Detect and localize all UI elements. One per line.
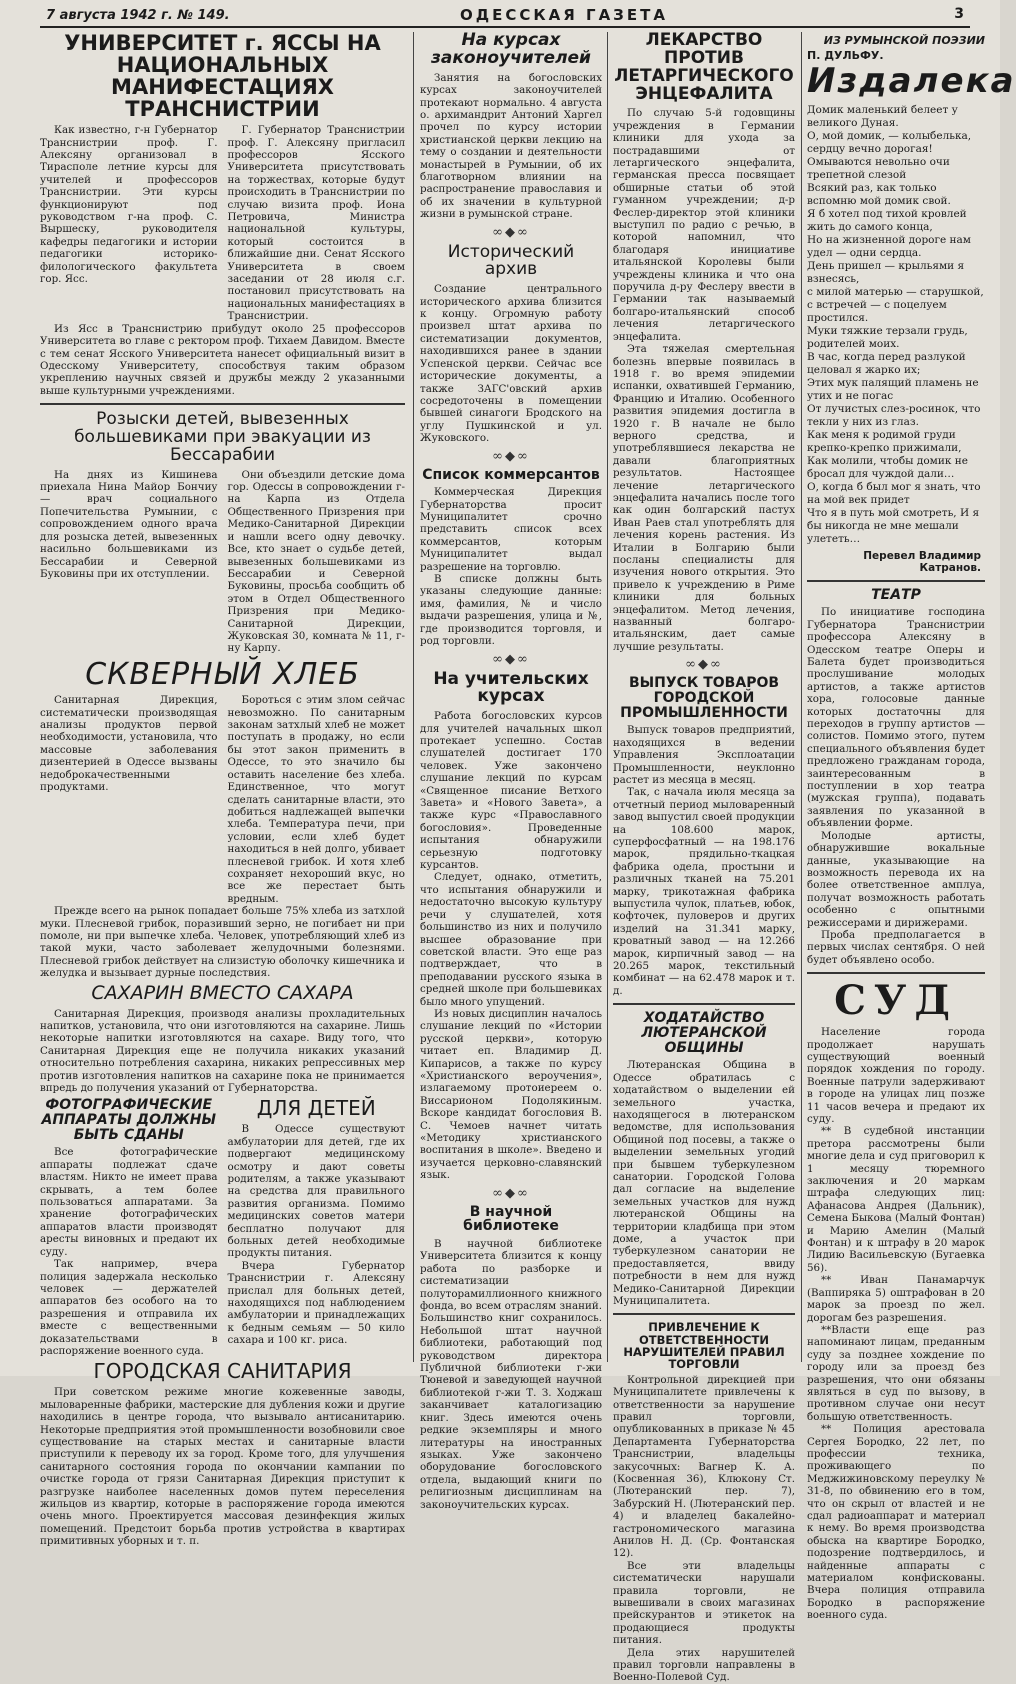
- article-text: Так например, вчера полиция задержала несколько человек — держателей аппаратов без особого на то разрешения и отправила их вместе с вещественными доказательствами в распоряжение военного суда.: [40, 1258, 218, 1357]
- poem-author: П. ДУЛЬФУ.: [807, 49, 884, 62]
- article-title: На учительских курсах: [433, 668, 589, 707]
- article-industry: [613, 676, 795, 997]
- article-text: Санитарная Дирекция, систематически производящая анализы продуктов первой необходимости, установила, что массовые заболевания дизентерией в Одессе вызваны недоброкачественными продуктами.: [40, 694, 218, 794]
- photo-children-row: [40, 1098, 405, 1361]
- article-title: ГОРОДСКАЯ САНИТАРИЯ: [93, 1359, 352, 1384]
- article-title: На курсах законоучителей: [431, 30, 591, 68]
- right-column: [807, 32, 1016, 1622]
- article-text: На днях из Кишинева приехала Нина Майор Бончиу — врач социального Попечительства Румынии, с сопровождением одного врача для розыска детей, вывезенных насильно большевиками из Бессарабии и Северной Буковины при их отступлении.: [40, 468, 218, 580]
- article-text: Контрольной дирекцией при Муниципалитете привлечены к ответственности за нарушение правил торговли, опубликованных в приказе № 45 Департамента Губернаторства Транснистрии, владельцы закусочных: Вагнер К. А. (Косвенная 36), Клюкону Ст. (Лютеранский пер. 7), Забурский Н. (Лютеранский пер. 4) и владелец бакалейно-гастрономического магазина Анилов Н. Д. (Ср. Фонтанская 12).: [613, 1373, 795, 1560]
- divider: [807, 580, 985, 582]
- issue-date: 7 августа 1942 г. № 149.: [46, 8, 230, 23]
- masthead: [40, 4, 970, 28]
- article-title: В научной библиотеке: [463, 1203, 559, 1235]
- article-text: Из новых дисциплин началось слушание лекций по «Истории русской церкви», которую читает еп. Владимир Д. Кипарисов, а также по курсу «Христианского вероучения», излагаемому протоиереем о. Виссарионом Подолякиным. Вскоре кандидат богословия В. С. Чемоев начнет читать «Методику христианского воспитания в школе». Введено и изучается церковно-славянский язык.: [420, 1007, 602, 1182]
- column-rule: [413, 32, 414, 1362]
- ornament-divider: ∞◆∞: [492, 651, 530, 667]
- article-text: Так, с начала июля месяца за отчетный период мыловаренный завод выпустил своей продукции на 108.600 марок, суперфосфатный — на 198.176 марок, прядильно-ткацкая фабрика одела, простыни и различных тканей на 75.201 марку, трикотажная фабрика выпустила чулок, платьев, юбок, кофточек, пуловеров и других изделий на 31.341 марку, кроватный завод — на 12.266 марок, кирпичный завод — на 20.265 марок, текстильный комбинат — на 62.478 марок и т. д.: [613, 786, 795, 997]
- article-text: По случаю 5-й годовщины учреждения в Германии клиники для ухода за пострадавшими от летаргического энцефалита, германская пресса посвящает обширные статьи об этой гуманном учреждении; д-р Феслер-директор этой клиники выступил по радио с речью, в которой напомнил, что благодаря инициативе итальянской Королевы были учреждены клиника и что она поручила д-ру Феслеру ввести в Германии так называемый болгаро-итальянский способ лечения летаргического энцефалита.: [613, 107, 795, 343]
- article-archive: [420, 241, 602, 445]
- article-theatre: [807, 588, 985, 966]
- newspaper-title: ОДЕССКАЯ ГАЗЕТА: [460, 6, 668, 24]
- article-title: УНИВЕРСИТЕТ г. ЯССЫ НА НАЦИОНАЛЬНЫХ МАНИФЕСТАЦИЯХ ТРАНСНИСТРИИ: [64, 31, 381, 122]
- article-violators: [613, 1321, 795, 1683]
- article-bread: [40, 656, 405, 980]
- article-text: Эта тяжелая смертельная болезнь впервые появилась в 1918 г. во время эпидемии испанки, охватившей Германию, Францию и Италию. Особенного развития эпидемия достигла в 1920 г. В начале не было верного средства, и употреблявшиеся лекарства не давали благоприятных результатов. Настоящее лечение летаргического энцефалита начались после того как один болгарский пастух Иван Раев стал употреблять для лечения корень растения. Из Италии в Болгарию были посланы специалисты для изучения нового открытия. Это привело к учреждению в Риме клиники для больных энцефалитом. Метод лечения, названный болгаро-итальянским, дает самые лучшие результаты.: [613, 343, 795, 653]
- article-text: Создание центрального исторического архива близится к концу. Огромную работу произвел штат архива по систематизации документов, находившихся ранее в здании Успенской церкви. Сейчас все исторические документы, а также ЗАГС'овский архив сосредоточены в помещении бывшей синагоги Бродского на углу Пушкинской и ул. Жуковского.: [420, 283, 602, 445]
- article-text: Выпуск товаров предприятий, находящихся в ведении Управления Эксплоатации Промышленности, неуклонно растет из месяца в месяц.: [613, 724, 795, 786]
- middle-column: [420, 30, 602, 1511]
- article-title: СКВЕРНЫЙ ХЛЕБ: [85, 656, 360, 692]
- article-merchants: [420, 468, 602, 648]
- article-title: ДЛЯ ДЕТЕЙ: [256, 1096, 376, 1121]
- divider: [807, 972, 985, 974]
- ornament-divider: ∞◆∞: [492, 1185, 530, 1201]
- article-text: Лютеранская Община в Одессе обратилась с ходатайством о выделении ей земельного участка, находящегося в лютеранском ведомстве, для использования Общиной под посевы, а также о выделении земельных угодий при бывшем туберкулезном санатории. Городской Голова дал согласие на выделение земельных участков для нужд лютеранской Общины на территории кладбища при этом доме, а участок при туберкулезном санатории не предоставляется, ввиду потребности в нем для нужд Медико-Санитарной Дирекции Муниципалитета.: [613, 1059, 795, 1308]
- article-title: ТЕАТР: [871, 586, 921, 603]
- article-text: ** Полиция арестовала Сергея Бородко, 22 лет, по профессии техника, проживающего по Меджижиновскому переулку № 31-8, по обвинению его в том, что он скрыл от властей и не сдал радиоаппарат и материал к нему. Во время производства обыска на квартире Бородко, подозрение подтвердилось, и найденные аппараты с материалом конфискованы. Вчера полиция отправила Бородко в распоряжение военного суда.: [807, 1423, 985, 1622]
- article-library: [420, 1205, 602, 1511]
- article-lethargy: [613, 32, 795, 653]
- page-number: 3: [954, 6, 964, 22]
- poem-kicker: ИЗ РУМЫНСКОЙ ПОЭЗИИ: [823, 34, 985, 47]
- article-poem: [807, 34, 1016, 574]
- article-text: Проба предполагается в первых числах сентября. О ней будет объявлено особо.: [807, 928, 985, 966]
- right-middle-column: [613, 30, 795, 1684]
- article-lutheran: [613, 1011, 795, 1307]
- article-text: В Одессе существуют амбулатории для детей, где их подвергают медицинскому осмотру и дают советы родителям, а также указывают на средства для правильного развития организма. Помимо медицинских советов матери бесплатно получают для больных детей необходимые продукты питания.: [227, 1123, 405, 1260]
- article-text: Все эти владельцы систематически нарушали правила торговли, не вывешивали в своих магазинах прейскурантов и этикеток на продающиеся продукты питания.: [613, 1559, 795, 1647]
- article-text: Вчера Губернатор Транснистрии г. Алексяну прислал для больных детей, находящихся под наблюдением амбулатории и принадлежащих к бедным семьям — 50 кило сахара и 100 кг. риса.: [227, 1259, 405, 1347]
- article-text: Следует, однако, отметить, что испытания обнаружили и недостаточно высокую культуру речи у слушателей, хотя большинство из них и получило высшее образование при советской власти. Это еще раз подтверждает, что в преподавании русского языка в средней школе при большевиках было много упущений.: [420, 871, 602, 1008]
- article-text: Работа богословских курсов для учителей начальных школ протекает успешно. Состав слушателей достигает 170 человек. Уже закончено слушание лекций по курсам «Священное писание Ветхого Завета» и «Нового Завета», а также курс «Православного богословия». Проведенные испытания обнаружили серьезную подготовку курсантов.: [420, 710, 602, 872]
- article-university: [40, 32, 405, 397]
- article-children: [228, 1098, 406, 1357]
- article-text: Санитарная Дирекция, производя анализы прохладительных напитков, установила, что они изготовляются на сахарине. Лишь некоторые напитки изготовляются на сахаре. Виду того, что Санитарная Дирекция еще не получила никаких указаний относительно потребления сахарина, никаких репрессивных мер против изготовления напитков на сахарине пока не принимается впредь до получения указаний от Губернаторства.: [40, 1007, 405, 1094]
- poem-translator: Перевел Владимир Катранов.: [863, 549, 981, 574]
- article-title: Исторический архив: [447, 241, 575, 280]
- article-saccharin: [40, 981, 405, 1095]
- article-title: ВЫПУСК ТОВАРОВ ГОРОДСКОЙ ПРОМЫШЛЕННОСТИ: [620, 675, 788, 721]
- article-text: ** В судебной инстанции претора рассмотрены были многие дела и суд приговорил к 1 месяцу тюремного заключения и 20 маркам штрафа следующих лиц: Афанасова Андрея (Дальник), Семена Быкова (Малый Фонтан) и Марию Амелин (Малый Фонтан) и к штрафу в 20 марок Лидию Васильевскую (Бугаевка 56).: [807, 1125, 985, 1274]
- article-text: ** Иван Панамарчук (Ваппиряка 5) оштрафован в 20 марок за проезд по жел. дорогам без разрешения.: [807, 1274, 985, 1324]
- article-title: СУД: [834, 977, 958, 1025]
- article-text: При советском режиме многие кожевенные заводы, мыловаренные фабрики, мастерские для дубления кожи и другие находились в центре города, что вызывало антисанитарию. Некоторые предприятия этой промышленности возобновили свое существование на старых местах и санитарные власти приступили к переводу их за город. Кроме того, для улучшения санитарного состояния города по окончании кампании по очистке города от грязи Санитарная Дирекция приступит к разгрузке наиболее населенных домов путем переселения жильцов из квартир, которые в распоряжение города имеются очень много. Проектируется массовая дезинфекция жилых помещений. Предстоит борьба против устройства в квартирах примитивных уборных и т. п.: [40, 1386, 405, 1548]
- column-rule: [607, 32, 608, 1362]
- article-text: Прежде всего на рынок попадает больше 75% хлеба из затхлой муки. Плесневой грибок, поразивший зерно, не погибает ни при помоле, ни при выпечке хлеба. Человек, употребляющий хлеб из такой муки, часто заболевает желудочными болезнями. Плесневой грибок действует на слизистую оболочку кишечника и желудка и вызывает дурные последствия.: [40, 905, 405, 980]
- article-sanitation: [40, 1361, 405, 1547]
- article-lawgivers: [420, 32, 602, 221]
- column-rule: [801, 32, 802, 1362]
- article-search: [40, 411, 405, 655]
- divider: [613, 1313, 795, 1315]
- article-photo: [40, 1098, 218, 1357]
- article-text: Бороться с этим злом сейчас невозможно. По санитарным законам затхлый хлеб не может поступать в продажу, но если бы этот закон применить в Одессе, то это значило бы оставить население без хлеба. Единственное, что могут сделать санитарные власти, это добиться надлежащей выпечки хлеба. Температура печи, при условии, если хлеб будет находиться в ней долго, убивает плесневой грибок. И хотя хлеб сохраняет нехороший вкус, но все же перестает быть вредным.: [227, 694, 405, 905]
- article-title: Розыски детей, вывезенных большевиками при эвакуации из Бессарабии: [74, 409, 371, 465]
- poem-text: Домик маленький белеет у великого Дуная. О, мой домик, — колыбелька, сердцу вечно дорогая! Омываются невольно очи трепетной слезой Всякий раз, как только вспомню мой домик свой. Я б хотел под тихой кровлей жить до самого конца, Но на жизненной дороге нам удел — одни сердца. День пришел — крыльями я взнесясь, с милой матерью — старушкой, с встречей — с поцелуем простился. Муки тяжкие терзали грудь, родителей моих. В час, когда перед разлукой целовал я жарко их; Этих мук палящий пламень не утих и не погас От лучистых слез-росинок, что текли у них из глаз. Как меня к родимой груди крепко-крепко прижимали, Как молили, чтобы домик не бросал для чуждой дали… О, когда б был мог я знать, что на мой век придет Что я в путь мой смотреть, И я бы никогда не мне мешали улететь…: [807, 103, 984, 545]
- divider: [613, 1003, 795, 1005]
- divider: [40, 403, 405, 405]
- poem-title: Издалека: [807, 61, 1016, 101]
- article-court: [807, 977, 985, 1622]
- left-column: [40, 31, 405, 1548]
- ornament-divider: ∞◆∞: [492, 224, 530, 240]
- article-title: Список коммерсантов: [422, 466, 600, 483]
- ornament-divider: ∞◆∞: [685, 657, 723, 673]
- article-text: Коммерческая Дирекция Губернаторства просит Муниципалитет срочно представить список всех коммерсантов, которым Муниципалитет выдал разрешение на торговлю.: [420, 486, 602, 573]
- article-text: В научной библиотеке Университета близится к концу работа по разборке и систематизации полуторамиллионного книжного фонда, во всем отраслям знаний. Большинство книг сохранилось. Небольшой штат научной библиотеки, работающий под руководством директора Публичной библиотеки г-жи Тюневой и заведующей научной библиотекой г-жи Т. З. Ходжаш заканчивает каталогизацию книг. Здесь имеются очень редкие экземпляры и много литературы на иностранных языках. Уже закончено оборудование богословского отдела, выдающий книги по религиозным дисциплинам на законоучительских курсах.: [420, 1238, 602, 1511]
- article-text: **Власти еще раз напоминают лицам, преданным суду за позднее хождение по городу или за проезд без разрешения, что они обязаны являться в суд по вызову, в противном случае они несут большую ответственность.: [807, 1323, 985, 1423]
- article-title: САХАРИН ВМЕСТО САХАРА: [91, 981, 354, 1004]
- article-title: ФОТОГРАФИЧЕСКИЕ АППАРАТЫ ДОЛЖНЫ БЫТЬ СДАНЫ: [41, 1097, 216, 1143]
- article-text: Занятия на богословских курсах законоучителей протекают нормально. 4 августа о. архимандрит Антоний Харгел прочел по курсу истории христианской церкви лекцию на тему о создании и деятельности монастырей в Румынии, об их благотворном влиянии на распространение православия и об их значении в культурной жизни в румынской стране.: [420, 71, 602, 221]
- article-text: Как известно, г-н Губернатор Транснистрии проф. Г. Алексяну организовал в Тирасполе летние курсы для учителей и профессоров Транснистрии. Эти курсы функционируют под руководством г-на проф. С. Выршеску, руководителя кафедры педагогики и истории педагогики историко-филологического факультета гор. Ясс.: [40, 124, 218, 286]
- article-text: Из Ясс в Транснистрию прибудут около 25 профессоров Университета во главе с ректором проф. Тихаем Давидом. Вместе с тем сенат Ясского Университета нанесет официальный визит в Одесскому Университету, способствуя таким образом укреплению научных связей и дружбы между 2 указанными выше культурными учреждениями.: [40, 322, 405, 397]
- article-text: Все фотографические аппараты подлежат сдаче властям. Никто не имеет права скрывать, а тем более пользоваться аппаратами. За хранение фотографических аппаратов власти производят аресты виновных и предают их суду.: [40, 1146, 218, 1258]
- article-text: Население города продолжает нарушать существующий военный порядок хождения по городу. Военные патрули задерживают в городе на улицах лиц позже 11 часов вечера и предают их суду.: [807, 1026, 985, 1125]
- article-title: ЛЕКАРСТВО ПРОТИВ ЛЕТАРГИЧЕСКОГО ЭНЦЕФАЛИТА: [614, 30, 794, 104]
- article-teachers: [420, 668, 602, 1182]
- article-title: ПРИВЛЕЧЕНИЕ К ОТВЕТСТВЕННОСТИ НАРУШИТЕЛЕЙ ПРАВИЛ ТОРГОВЛИ: [623, 1320, 785, 1371]
- article-text: Г. Губернатор Транснистрии проф. Г. Алексяну пригласил профессоров Ясского Университета присутствовать на торжествах, которые будут происходить в Транснистрии по случаю визита проф. Иона Петровича, Министра национальной культуры, который состоится в ближайшие дни. Сенат Ясского Университета в своем заседании от 28 июля с.г. постановил присутствовать на национальных манифестациях в Транснистрии.: [227, 124, 405, 323]
- article-title: ХОДАТАЙСТВО ЛЮТЕРАНСКОЙ ОБЩИНЫ: [641, 1010, 767, 1056]
- article-text: Они объездили детские дома гор. Одессы в сопровождении г-на Карпа из Отдела Общественного Призрения при Медико-Санитарной Дирекции и нашли всего одну девочку. Все, кто знает о судьбе детей, вывезенных большевиками из Бессарабии и Северной Буковины, просьба сообщить об этом в Отдел Общественного Призрения при Медико-Санитарной Дирекции, Жуковская 30, комната № 11, г-ну Карпу.: [227, 468, 405, 655]
- article-text: По инициативе господина Губернатора Транснистрии профессора Алексяну в Одесском театре Оперы и Балета будет производиться прослушивание молодых артистов, а также артистов хора, голосовые данные которых достаточны для переходов в группу артистов — солистов. Помимо этого, путем специального объявления будет предложено гражданам города, заинтересованным в поступлении в хор театра (мужская группа), подавать заявления по указанной в объявлении форме.: [807, 606, 985, 830]
- article-text: Дела этих нарушителей правил торговли направлены в Военно-Полевой Суд.: [613, 1646, 795, 1684]
- ornament-divider: ∞◆∞: [492, 448, 530, 464]
- article-text: Молодые артисты, обнаружившие вокальные данные, указывающие на возможность перевода их на более ответственное амплуа, получат возможность работать особенно с опытными режиссерами и дирижерами.: [807, 829, 985, 929]
- article-text: В списке должны быть указаны следующие данные: имя, фамилия, № и число выдачи разрешения, улица и №, где производится торговля, и род торговли.: [420, 573, 602, 648]
